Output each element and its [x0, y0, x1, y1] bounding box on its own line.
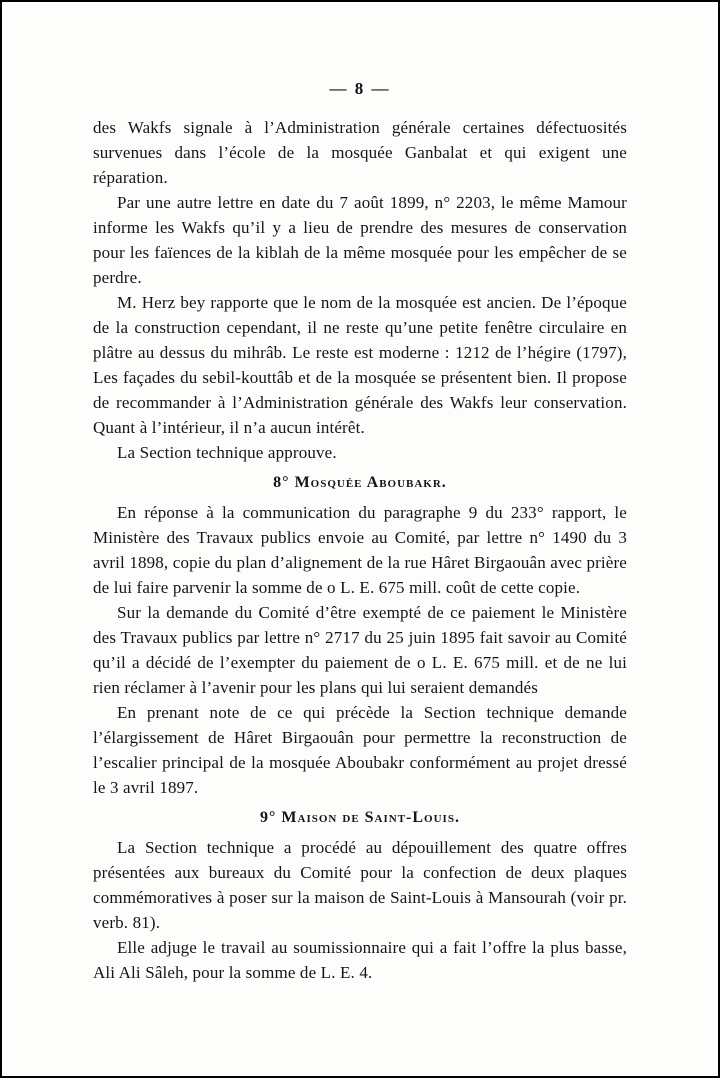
paragraph: En prenant note de ce qui précède la Section technique demande l’élargissement de Hâret Birgaouân pour permettre la reconstruction de l’escalier principal de la mosquée Aboubakr conformément au projet dressé le 3 avril 1897.	[93, 703, 627, 797]
paragraph: Par une autre lettre en date du 7 août 1899, n° 2203, le même Mamour informe les Wakfs qu’il y a lieu de prendre des mesures de conservation pour les faïences de la kiblah de la même mosquée pour les empêcher de se perdre.	[93, 193, 627, 287]
page-number: — 8 —	[329, 79, 391, 98]
section-heading-mosquee-aboubakr: 8° Mosquée Aboubakr.	[273, 474, 447, 491]
paragraph: La Section technique a procédé au dépouillement des quatre offres présentées aux bureaux du Comité pour la confection de deux plaques commémoratives à poser sur la maison de Saint-Louis à Mansourah (voir pr. verb. 81).	[93, 838, 627, 932]
paragraph: En réponse à la communication du paragraphe 9 du 233° rapport, le Ministère des Travaux publics envoie au Comité, par lettre n° 1490 du 3 avril 1898, copie du plan d’alignement de la rue Hâret Birgaouân avec prière de lui faire parvenir la somme de o L. E. 675 mill. coût de cette copie.	[93, 503, 627, 597]
paragraph-continuation: des Wakfs signale à l’Administration générale certaines défectuosités survenues dans l’école de la mosquée Ganbalat et qui exigent une réparation.	[93, 118, 627, 187]
paragraph: Sur la demande du Comité d’être exempté de ce paiement le Ministère des Travaux publics par lettre n° 2717 du 25 juin 1895 fait savoir au Comité qu’il a décidé de l’exempter du paiement de o L. E. 675 mill. et de ne lui rien réclamer à l’avenir pour les plans qui lui seraient demandés	[93, 603, 627, 697]
paragraph: La Section technique approuve.	[117, 443, 337, 462]
document-page	[93, 2, 627, 985]
paragraph: Elle adjuge le travail au soumissionnaire qui a fait l’offre la plus basse, Ali Ali Sâleh, pour la somme de L. E. 4.	[93, 938, 627, 982]
paragraph: M. Herz bey rapporte que le nom de la mosquée est ancien. De l’époque de la construction cependant, il ne reste qu’une petite fenêtre circulaire en plâtre au dessus du mihrâb. Le reste est moderne : 1212 de l’hégire (1797), Les façades du sebil-kouttâb et de la mosquée se présentent bien. Il propose de recommander à l’Administration générale des Wakfs leur conservation. Quant à l’intérieur, il n’a aucun intérêt.	[93, 293, 627, 437]
section-heading-maison-de-saint-louis: 9° Maison de Saint-Louis.	[260, 809, 460, 826]
